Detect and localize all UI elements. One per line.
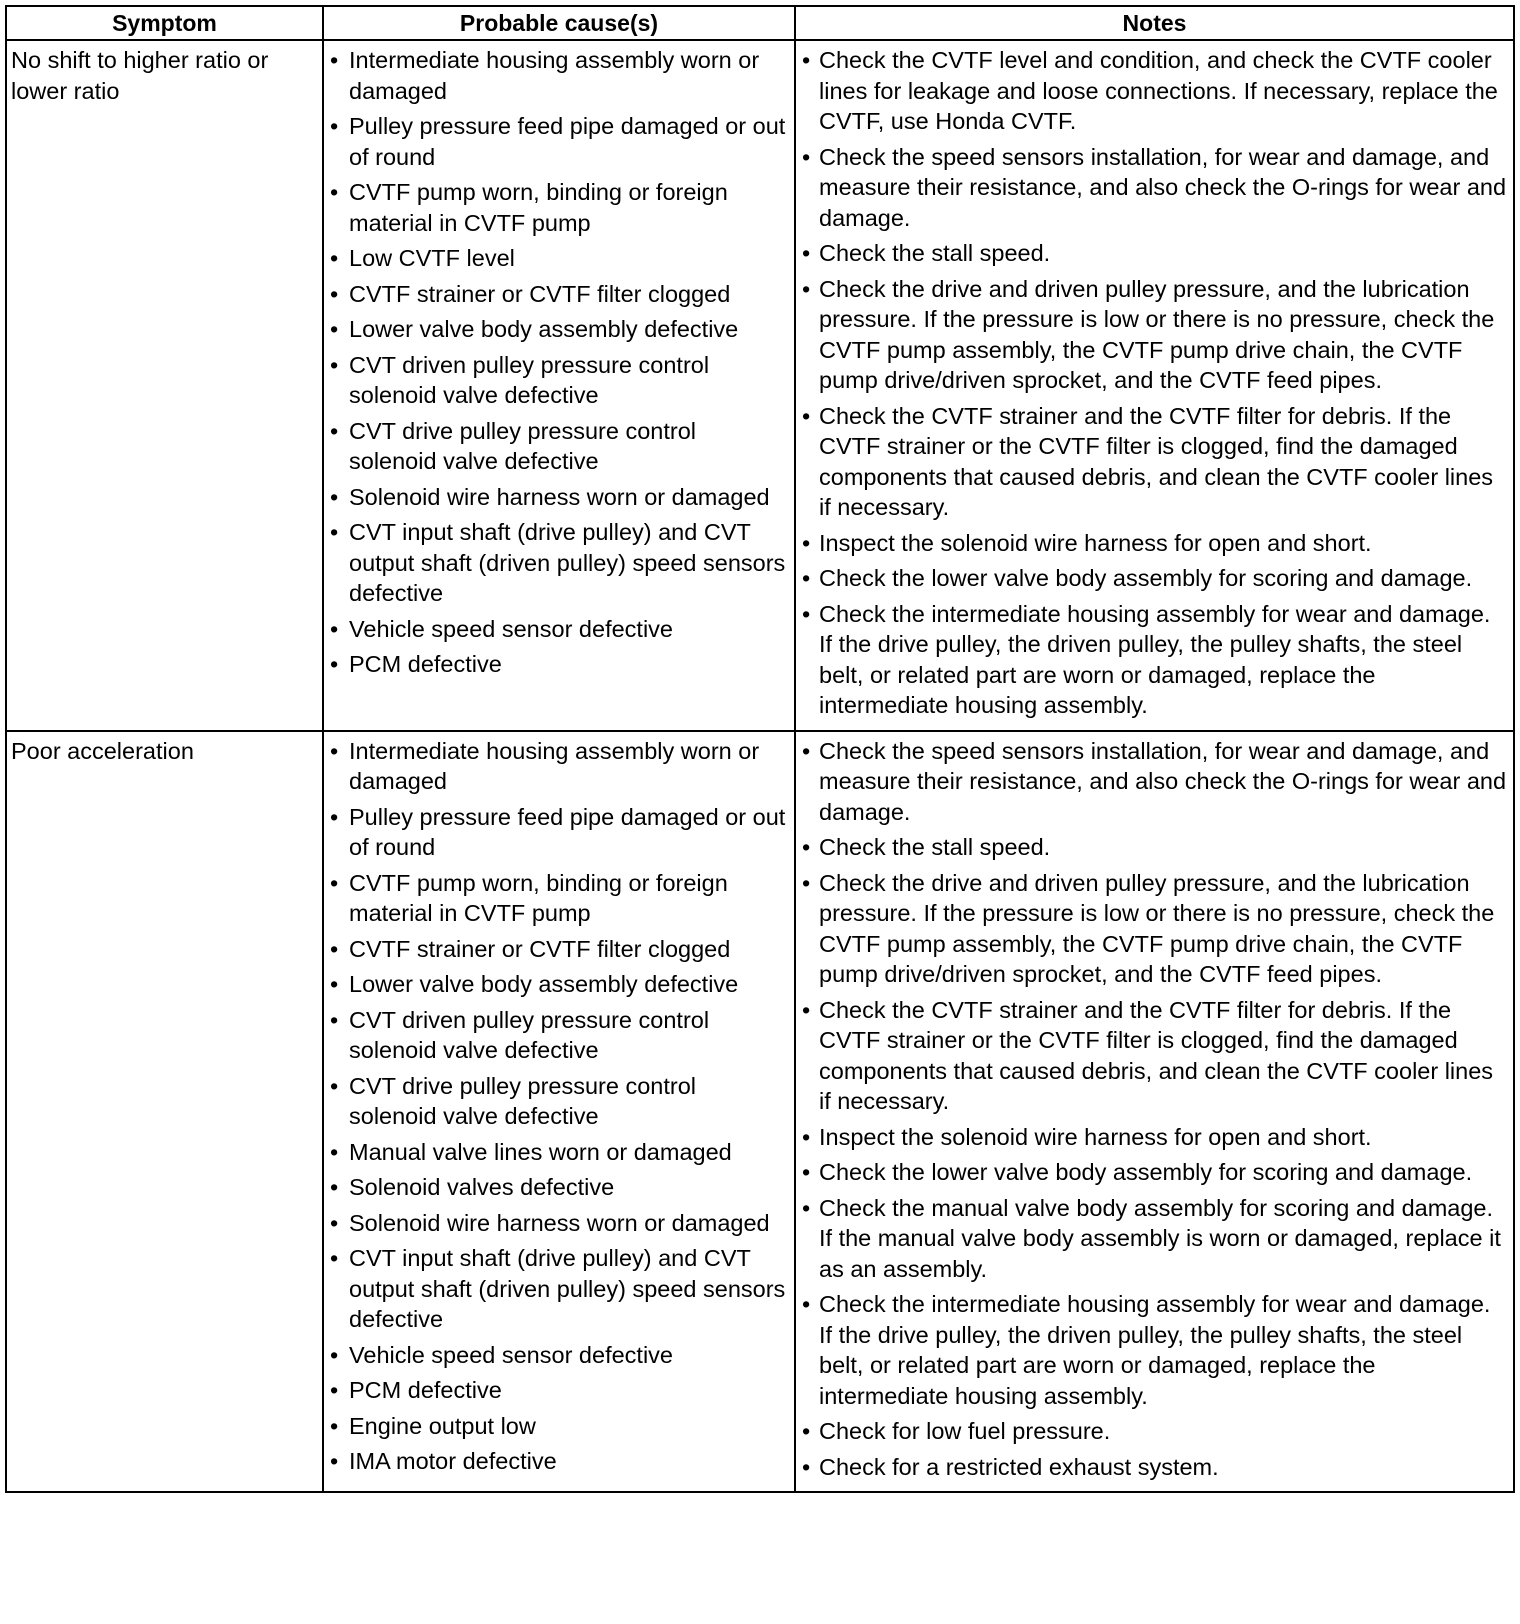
cause-item: • Lower valve body assembly defective [328, 314, 790, 345]
cause-item: • PCM defective [328, 649, 790, 680]
cause-item: • Low CVTF level [328, 243, 790, 274]
header-symptom: Symptom [6, 6, 323, 40]
note-item: • Check the stall speed. [800, 832, 1509, 863]
note-item: • Check the intermediate housing assembly for wear and damage. If the drive pulley, the driven pulley, the pulley shafts, the steel belt, or related part are worn or damaged, replace the intermediate housing assembly. [800, 599, 1509, 721]
cause-item: • CVT drive pulley pressure control solenoid valve defective [328, 1071, 790, 1132]
document-page [5, 5, 1513, 1493]
symptom-cell: Poor acceleration [6, 731, 323, 1493]
cause-item: • Vehicle speed sensor defective [328, 614, 790, 645]
cause-item: • CVTF pump worn, binding or foreign material in CVTF pump [328, 177, 790, 238]
cause-item: • CVT drive pulley pressure control solenoid valve defective [328, 416, 790, 477]
notes-cell [795, 40, 1514, 731]
cause-item: • Solenoid valves defective [328, 1172, 790, 1203]
note-item: • Check the stall speed. [800, 238, 1509, 269]
note-item: • Check for low fuel pressure. [800, 1416, 1509, 1447]
cause-item: • Lower valve body assembly defective [328, 969, 790, 1000]
cause-item: • CVTF pump worn, binding or foreign material in CVTF pump [328, 868, 790, 929]
causes-list [328, 736, 790, 1477]
table-row [6, 40, 1514, 731]
causes-list [328, 45, 790, 680]
cause-item: • Pulley pressure feed pipe damaged or out of round [328, 802, 790, 863]
note-item: • Check the speed sensors installation, for wear and damage, and measure their resistance, and also check the O-rings for wear and damage. [800, 736, 1509, 828]
cause-item: • CVT input shaft (drive pulley) and CVT output shaft (driven pulley) speed sensors defective [328, 1243, 790, 1335]
notes-list [800, 736, 1509, 1483]
troubleshooting-table [5, 5, 1515, 1493]
header-row [6, 6, 1514, 40]
cause-item: • CVT input shaft (drive pulley) and CVT output shaft (driven pulley) speed sensors defective [328, 517, 790, 609]
cause-item: • Manual valve lines worn or damaged [328, 1137, 790, 1168]
notes-cell [795, 731, 1514, 1493]
note-item: • Check the drive and driven pulley pressure, and the lubrication pressure. If the pressure is low or there is no pressure, check the CVTF pump assembly, the CVTF pump drive chain, the CVTF pump drive/driven sprocket, and the CVTF feed pipes. [800, 274, 1509, 396]
cause-item: • Intermediate housing assembly worn or damaged [328, 736, 790, 797]
table-row [6, 731, 1514, 1493]
note-item: • Check the CVTF strainer and the CVTF filter for debris. If the CVTF strainer or the CVTF filter is clogged, find the damaged components that caused debris, and clean the CVTF cooler lines if necessary. [800, 401, 1509, 523]
cause-item: • Vehicle speed sensor defective [328, 1340, 790, 1371]
cause-item: • CVT driven pulley pressure control solenoid valve defective [328, 1005, 790, 1066]
cause-item: • PCM defective [328, 1375, 790, 1406]
cause-item: • Solenoid wire harness worn or damaged [328, 482, 790, 513]
note-item: • Check the lower valve body assembly for scoring and damage. [800, 563, 1509, 594]
note-item: • Check the lower valve body assembly for scoring and damage. [800, 1157, 1509, 1188]
note-item: • Check the drive and driven pulley pressure, and the lubrication pressure. If the pressure is low or there is no pressure, check the CVTF pump assembly, the CVTF pump drive chain, the CVTF pump drive/driven sprocket, and the CVTF feed pipes. [800, 868, 1509, 990]
note-item: • Check for a restricted exhaust system. [800, 1452, 1509, 1483]
symptom-cell: No shift to higher ratio or lower ratio [6, 40, 323, 731]
cause-item: • CVTF strainer or CVTF filter clogged [328, 279, 790, 310]
note-item: • Check the speed sensors installation, for wear and damage, and measure their resistance, and also check the O-rings for wear and damage. [800, 142, 1509, 234]
cause-item: • IMA motor defective [328, 1446, 790, 1477]
cause-item: • Solenoid wire harness worn or damaged [328, 1208, 790, 1239]
cause-item: • Pulley pressure feed pipe damaged or out of round [328, 111, 790, 172]
causes-cell [323, 40, 795, 731]
cause-item: • CVT driven pulley pressure control solenoid valve defective [328, 350, 790, 411]
cause-item: • CVTF strainer or CVTF filter clogged [328, 934, 790, 965]
causes-cell [323, 731, 795, 1493]
note-item: • Check the CVTF level and condition, and check the CVTF cooler lines for leakage and loose connections. If necessary, replace the CVTF, use Honda CVTF. [800, 45, 1509, 137]
note-item: • Check the intermediate housing assembly for wear and damage. If the drive pulley, the driven pulley, the pulley shafts, the steel belt, or related part are worn or damaged, replace the intermediate housing assembly. [800, 1289, 1509, 1411]
note-item: • Inspect the solenoid wire harness for open and short. [800, 1122, 1509, 1153]
header-notes: Notes [795, 6, 1514, 40]
note-item: • Check the CVTF strainer and the CVTF filter for debris. If the CVTF strainer or the CVTF filter is clogged, find the damaged components that caused debris, and clean the CVTF cooler lines if necessary. [800, 995, 1509, 1117]
note-item: • Inspect the solenoid wire harness for open and short. [800, 528, 1509, 559]
cause-item: • Intermediate housing assembly worn or damaged [328, 45, 790, 106]
note-item: • Check the manual valve body assembly for scoring and damage. If the manual valve body assembly is worn or damaged, replace it as an assembly. [800, 1193, 1509, 1285]
notes-list [800, 45, 1509, 721]
header-probable-causes: Probable cause(s) [323, 6, 795, 40]
cause-item: • Engine output low [328, 1411, 790, 1442]
